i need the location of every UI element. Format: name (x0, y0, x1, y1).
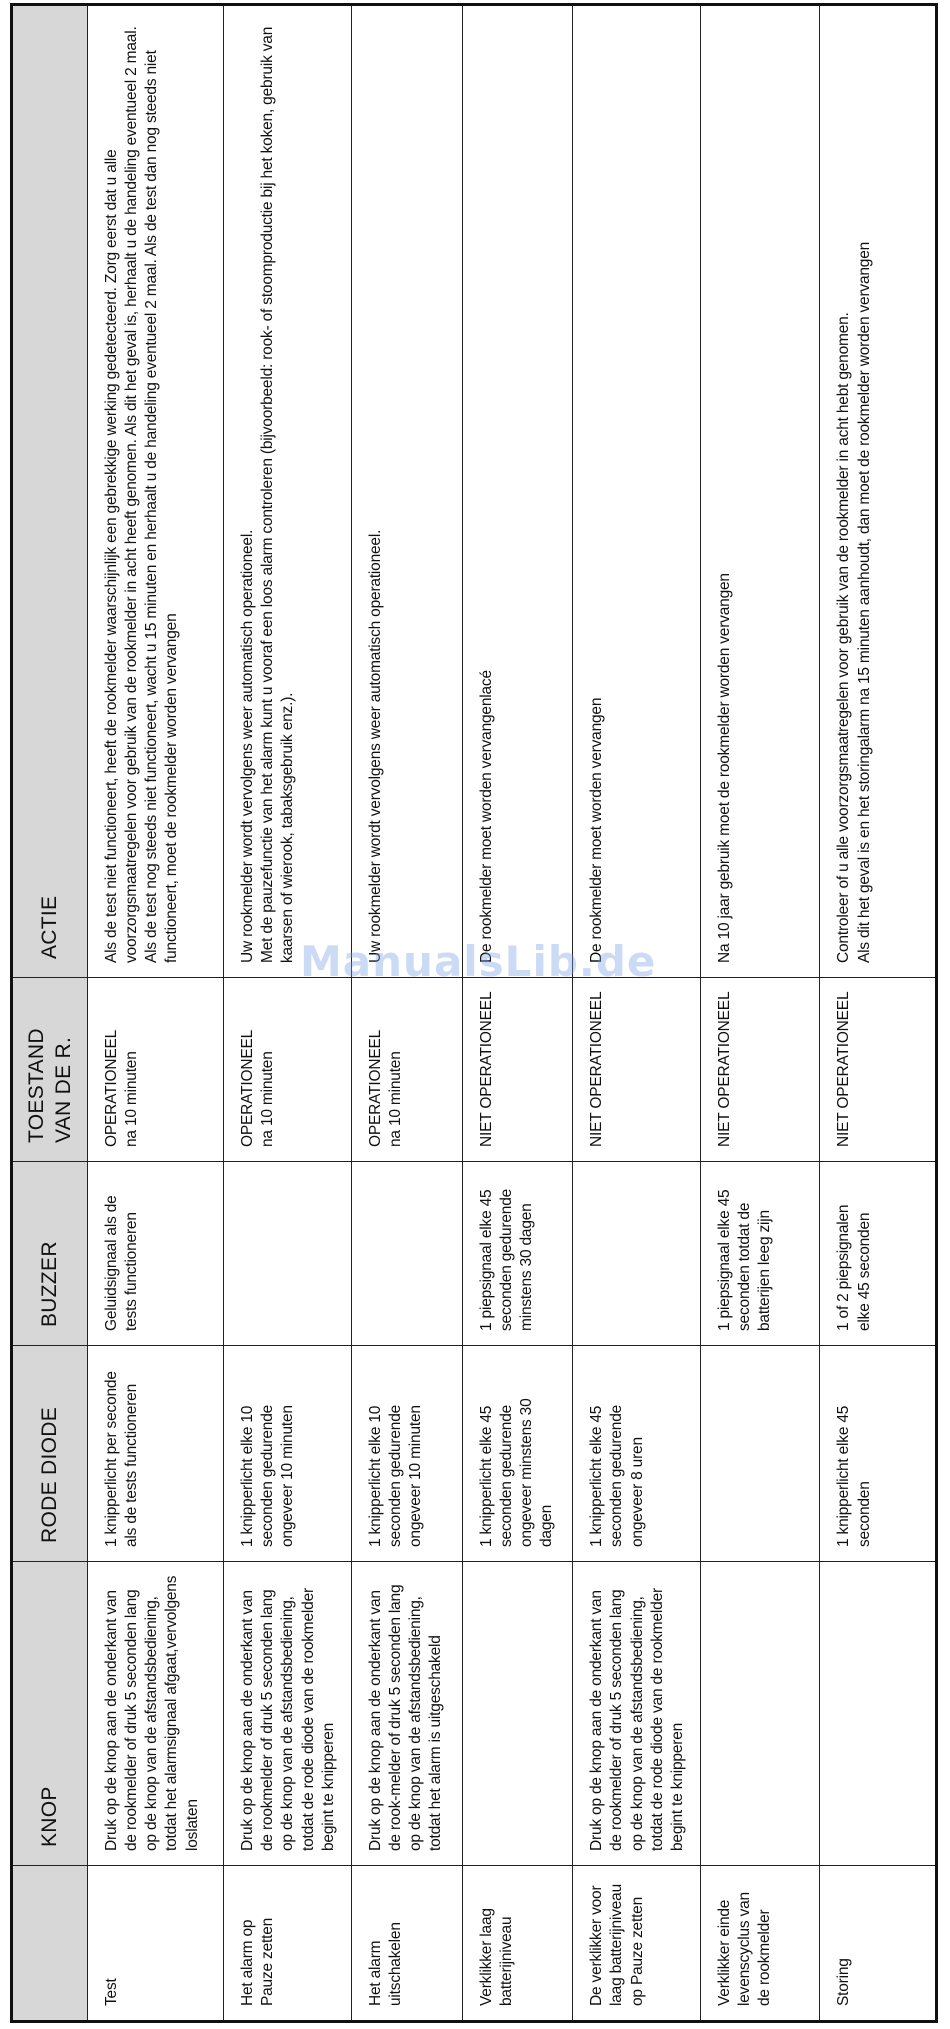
header-row (12, 5, 88, 2022)
toestand-status: OPERATIONEEL (239, 1029, 257, 1147)
cell-buzzer: Geluidsignaal als de tests functioneren (88, 1162, 224, 1346)
table-row-verklikker-pauze (573, 5, 701, 2022)
cell-toestand (700, 978, 820, 1162)
header-rode-diode: RODE DIODE (12, 1346, 88, 1562)
cell-diode: 1 knipperlicht elke 45 seconden (820, 1346, 937, 1562)
smoke-detector-function-table (10, 3, 938, 2023)
cell-knop: Druk op de knop aan de onderkant van de rookmelder of druk 5 seconden lang op de knop van de afstandsbediening, totdat de rode diode van de rookmelder begint te knipperen (573, 1562, 701, 1866)
table-row-einde-levenscyclus (700, 5, 820, 2022)
table-row-laag-batterijniveau (462, 5, 572, 2022)
header-actie: ACTIE (12, 5, 88, 978)
actie-line: Controleer of u alle voorzorgsmaatregelen voor gebruik van de rookmelder in acht hebt genomen. (835, 312, 853, 963)
header-buzzer: BUZZER (12, 1162, 88, 1346)
cell-buzzer: 1 piepsignaal elke 45 seconden totdat de batterijen leeg zijn (700, 1162, 820, 1346)
cell-toestand (820, 978, 937, 1162)
toestand-status: NIET OPERATIONEEL (715, 991, 733, 1147)
cell-diode: 1 knipperlicht elke 10 seconden gedurende ongeveer 10 minuten (351, 1346, 462, 1562)
header-toestand: TOESTAND VAN DE R. (12, 978, 88, 1162)
actie-line: Uw rookmelder wordt vervolgens weer automatisch operationeel. (239, 529, 257, 963)
cell-actie (820, 5, 937, 978)
cell-actie (351, 5, 462, 978)
table-row-pauze (224, 5, 352, 2022)
cell-toestand (573, 978, 701, 1162)
toestand-status: OPERATIONEEL (366, 1029, 384, 1147)
cell-diode: 1 knipperlicht elke 45 seconden gedurende ongeveer 8 uren (573, 1346, 701, 1562)
table-row-storing (820, 5, 937, 2022)
cell-buzzer (224, 1162, 352, 1346)
cell-knop (820, 1562, 937, 1866)
cell-actie (462, 5, 572, 978)
actie-line: Na 10 jaar gebruik moet de rookmelder worden vervangen (715, 573, 733, 963)
cell-actie (224, 5, 352, 978)
toestand-status: OPERATIONEEL (103, 1029, 120, 1147)
actie-line: Uw rookmelder wordt vervolgens weer automatisch operationeel. (366, 529, 384, 963)
table-row-uitschakelen (351, 5, 462, 2022)
header-corner (12, 1866, 88, 2022)
cell-knop (700, 1562, 820, 1866)
cell-knop: Druk op de knop aan de onderkant van de rook-melder of druk 5 seconden lang op de knop van de afstandsbediening, totdat het alarm is uitgeschakeld (351, 1562, 462, 1866)
cell-buzzer: 1 of 2 piepsignalen elke 45 seconden (820, 1162, 937, 1346)
toestand-status: NIET OPERATIONEEL (477, 991, 495, 1147)
toestand-detail: na 10 minuten (386, 1051, 404, 1147)
cell-functie: De verklikker voor laag batterijniveau op Pauze zetten (573, 1866, 701, 2022)
cell-toestand (88, 978, 224, 1162)
cell-functie: Verklikker einde levenscyclus van de rookmelder (700, 1866, 820, 2022)
cell-knop: Druk op de knop aan de onderkant van de rookmelder of druk 5 seconden lang op de knop van de afstandsbediening, totdat het alarmsignaal afgaat,vervolgens loslaten (88, 1562, 224, 1866)
actie-line: Met de pauzefunctie van het alarm kunt u vooraf een loos alarm controleren (bijvoorbeeld: rook- of stoomproductie bij het koken, gebruik van kaarsen of wierook, tabaksgebruik enz.). (259, 26, 297, 963)
cell-functie: Het alarm op Pauze zetten (224, 1866, 352, 2022)
actie-line: Als de test niet functioneert, heeft de rookmelder waarschijnlijk een gebrekkige werking gedetecteerd. Zorg eerst dat u alle voorzorgsmaatregelen voor gebruik van de rookmelder in acht heeft genomen. Als dit het geval is, herhaalt u de handeling eventueel 2 maal. Als de test nog steeds niet functioneert, wacht u 15 minuten en herhaalt u de handeling eventueel 2 maal. Als de test dan nog steeds niet functioneert, moet de rookmelder worden vervangen (103, 26, 181, 963)
watermark: ManualsLib.de (300, 937, 657, 986)
cell-diode (700, 1346, 820, 1562)
toestand-status: NIET OPERATIONEEL (588, 991, 606, 1147)
cell-diode: 1 knipperlicht elke 45 seconden gedurende ongeveer minstens 30 dagen (462, 1346, 572, 1562)
cell-functie: Test (88, 1866, 224, 2022)
toestand-detail: na 10 minuten (123, 1051, 141, 1147)
actie-line: Als dit het geval is en het storingalarm na 15 minuten aanhoudt, dan moet de rookmelder worden vervangen (855, 241, 873, 963)
cell-functie: Verklikker laag batterijniveau (462, 1866, 572, 2022)
cell-knop (462, 1562, 572, 1866)
toestand-status: NIET OPERATIONEEL (835, 991, 853, 1147)
cell-actie (573, 5, 701, 978)
cell-diode: 1 knipperlicht per seconde als de tests functioneren (88, 1346, 224, 1562)
header-knop: KNOP (12, 1562, 88, 1866)
actie-line: De rookmelder moet worden vervangen (588, 697, 606, 963)
cell-actie (88, 5, 224, 978)
cell-buzzer: 1 piepsignaal elke 45 seconden gedurende minstens 30 dagen (462, 1162, 572, 1346)
actie-line: De rookmelder moet worden vervangenlacé (477, 670, 495, 963)
cell-toestand (351, 978, 462, 1162)
cell-actie (700, 5, 820, 978)
table-row-test (88, 5, 224, 2022)
cell-functie: Storing (820, 1866, 937, 2022)
cell-toestand (462, 978, 572, 1162)
cell-buzzer (351, 1162, 462, 1346)
toestand-detail: na 10 minuten (259, 1051, 277, 1147)
cell-functie: Het alarm uitschakelen (351, 1866, 462, 2022)
cell-toestand (224, 978, 352, 1162)
cell-knop: Druk op de knop aan de onderkant van de rookmelder of druk 5 seconden lang op de knop van de afstandsbediening, totdat de rode diode van de rookmelder begint te knipperen (224, 1562, 352, 1866)
cell-diode: 1 knipperlicht elke 10 seconden gedurende ongeveer 10 minuten (224, 1346, 352, 1562)
cell-buzzer (573, 1162, 701, 1346)
